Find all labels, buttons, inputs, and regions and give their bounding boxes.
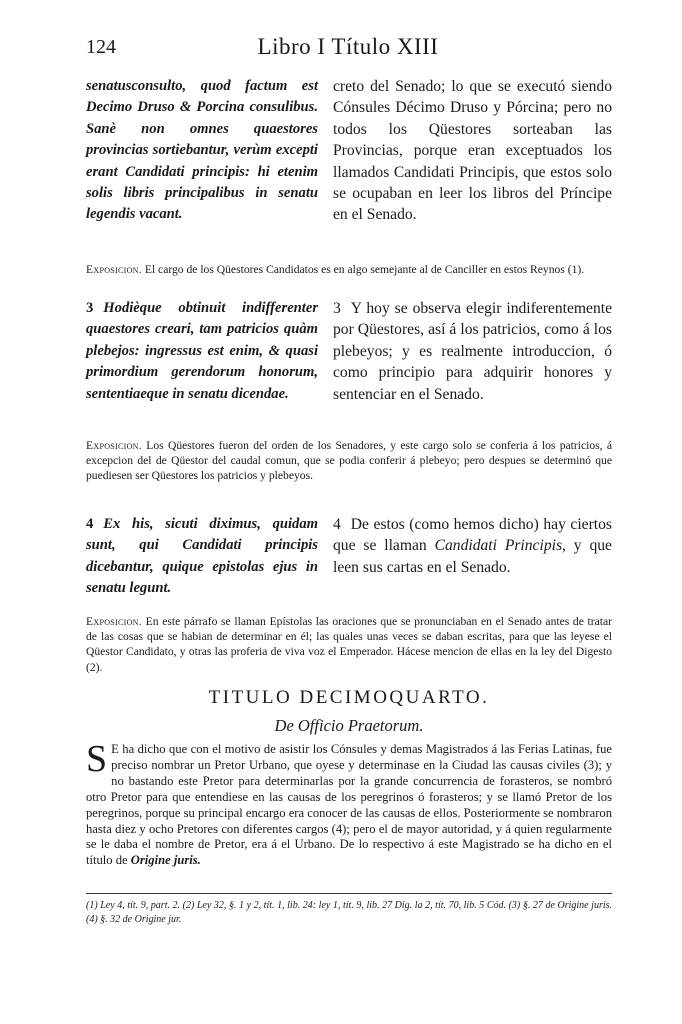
- exposicion-text: Los Qüestores fueron del orden de los Senadores, y este cargo solo se conferia á los patricios, á excepcion del de Qüestor del caudal comun, que se podia conferir á plebeyo; pero despues se determinó que puediesen ser Qüestores los patricios y plebeyos.: [86, 439, 612, 483]
- exposicion-2: [86, 438, 612, 484]
- title-subheading: De Officio Praetorum.: [274, 716, 424, 735]
- exposicion-label: Exposicion.: [86, 263, 142, 276]
- title-heading: TITULO DECIMOQUARTO.: [208, 687, 490, 708]
- body-italic: Origine juris.: [130, 853, 201, 868]
- exposicion-3: [86, 614, 612, 675]
- spanish-text-end: , y que leen sus cartas en el Senado.: [333, 537, 612, 576]
- footnote-rule: [86, 893, 612, 894]
- page-header: [86, 34, 610, 64]
- spanish-text: creto del Senado; lo que se executó siendo Cónsules Décimo Druso y Pórcina; pero no todos los Qüestores sorteaban las Provincias, porque eran exceptuados los llamados Candidati Principis, que estos solo se ocupaban en leer los libros del Príncipe en el Senado.: [333, 78, 612, 224]
- section-continued: [86, 76, 612, 251]
- spanish-paragraph: [333, 514, 612, 578]
- spanish-text: Y hoy se observa elegir indiferentemente por Qüestores, así á los patricios, como á los plebeyos; y es realmente introduccion, ó como principio para adquirir honores y sentenciar en el Senado.: [333, 300, 612, 403]
- exposicion-label: Exposicion.: [86, 615, 142, 628]
- exposicion-text: En este párrafo se llaman Epístolas las oraciones que se pronunciaban en el Senado antes de tratar de las cosas que se habian de determinar en él; las quales unas veces se daban escritas, para que las leyese el Qüestor Candidato, y otras las proferia de viva voz el Emperador. Hácese mencion de ellas en la ley del Digesto (2).: [86, 615, 612, 674]
- section-3: [86, 298, 612, 428]
- exposicion-text: El cargo de los Qüestores Candidatos es en algo semejante al de Canciller en estos Reynos (1).: [144, 263, 585, 276]
- latin-text: senatusconsulto, quod factum est Decimo Druso & Porcina consulibus. Sanè non omnes quaestores provincias sortiebantur, verùm excepti erant Candidati principis: hi etenim solis libris principalibus in senatu legendis vacant.: [86, 78, 318, 223]
- latin-text: Hodièque obtinuit indifferenter quaestores creari, tam patricios quàm plebejos: ingressus est enim, & quasi primordium gerendorum honorum, sententiaeque in senatu dicendae.: [86, 300, 318, 402]
- paragraph-number: 4: [333, 516, 341, 533]
- latin-paragraph: [86, 514, 318, 600]
- paragraph-number: 4: [86, 516, 94, 532]
- paragraph-number: 3: [333, 300, 341, 317]
- spanish-italic: Candidati Principis: [434, 537, 563, 555]
- running-head: Libro I Título XIII: [257, 34, 439, 59]
- footnotes: (1) Ley 4, tít. 9, part. 2. (2) Ley 32, §. 1 y 2, tít. 1, lib. 24: ley 1, tít. 9, lib. 27 Dig. la 2, tít. 70, lib. 5 Cód. (3) §. 27 de Origine juris. (4) §. 32 de Origine jur.: [86, 900, 612, 925]
- section-4: [86, 514, 612, 604]
- body-text: E ha dicho que con el motivo de asistir los Cónsules y demas Magistrados á las Ferias Latinas, fue preciso nombrar un Pretor Urbano, que oyese y determinase en la Ciudad las causas civiles (3); y no bastando este Pretor para determinarlas por la grande concurrencia de forasteros, se nombró otro Pretor para que entendiese en las causas de los peregrinos ó forasteros; y se llamó Pretor de los peregrinos, porque su principal encargo era conocer de las causas de ellos. Posteriormente se nombraron hasta diez y ocho Pretores con diferentes cargos (4); pero el de mayor autoridad, y á quien regularmente se le daba el nombre de Pretor, era á el Urbano. De lo respectivo á este Magistrado se ha dicho en el título de: [86, 742, 612, 868]
- body-paragraph: [86, 738, 612, 869]
- drop-cap: S: [86, 738, 108, 780]
- exposicion-label: Exposicion.: [86, 439, 142, 452]
- latin-text: Ex his, sicuti diximus, quidam sunt, qui Candidati principis dicebantur, quique epistolas ejus in senatu legunt.: [86, 516, 318, 597]
- paragraph-number: 3: [86, 300, 94, 316]
- spanish-paragraph: [333, 298, 612, 405]
- latin-paragraph: [86, 298, 318, 405]
- spanish-text: De estos (como hemos dicho) hay ciertos que se llaman: [333, 516, 612, 555]
- exposicion-1: [86, 262, 612, 277]
- page-number: 124: [86, 36, 116, 58]
